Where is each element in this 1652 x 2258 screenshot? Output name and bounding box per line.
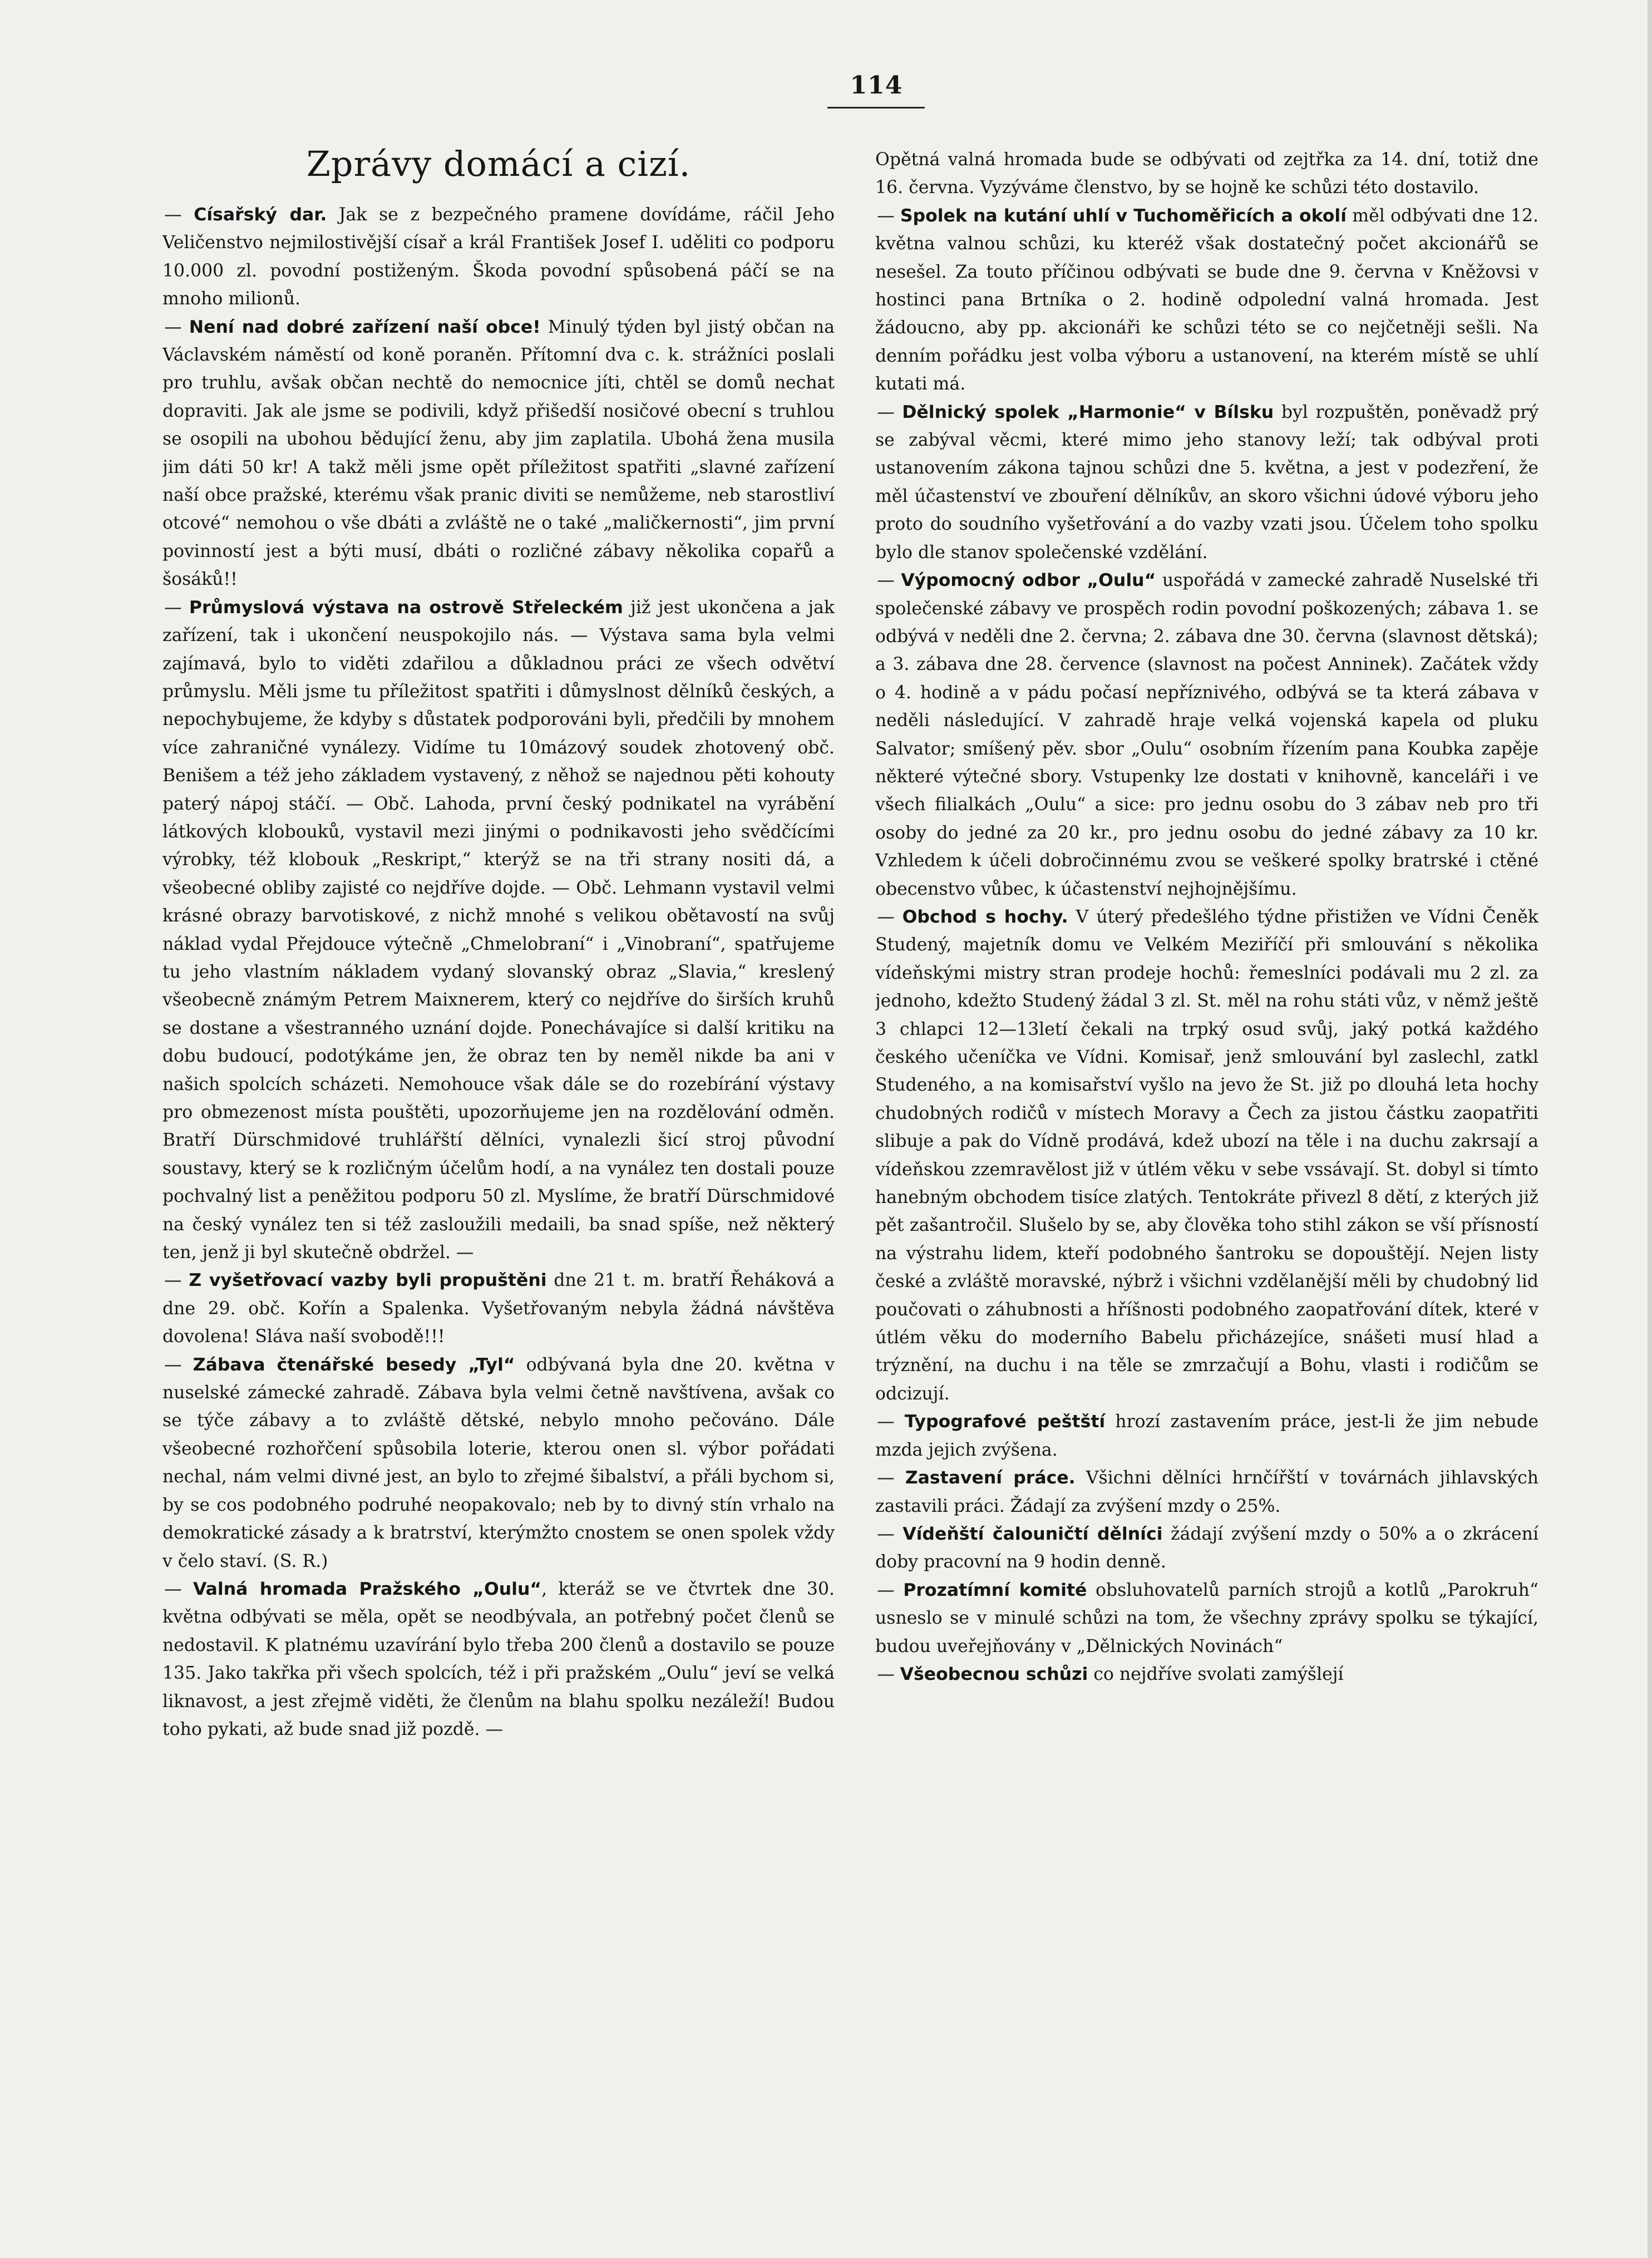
article-dash: — xyxy=(877,402,903,422)
right-column xyxy=(875,146,1538,2104)
article-title: Zábava čtenářské besedy „Tyl“ xyxy=(193,1354,515,1375)
news-article xyxy=(162,1351,835,1575)
article-body: byl rozpuštěn, poněvadž prý se zabýval věcmi, které mimo jeho stanovy leží; tak odbýval proti ustanovením zákona tajnou schůzi dne 5. května, a jest v podezření, že měl účastenství ve zbouření dělníkův, an skoro všichni údové výboru jeho proto do soudního vyšetřování a do vazby vzati jsou. Účelem toho spolku bylo dle stanov společenské vzdělání. xyxy=(875,402,1538,563)
article-dash: — xyxy=(877,1524,903,1544)
news-article xyxy=(875,1408,1538,1464)
news-article xyxy=(162,201,835,313)
article-title: Obchod s hochy. xyxy=(902,906,1068,927)
article-dash: — xyxy=(164,317,189,337)
news-article xyxy=(875,202,1538,398)
news-article xyxy=(875,1660,1538,1688)
article-body: odbývaná byla dne 20. května v nuselské zámecké zahradě. Zábava byla velmi četně navštívena, avšak co se týče zábavy a to zvláště dětské, nebylo mnoho pečováno. Dále všeobecné rozhořčení spůsobila loterie, kterou onen sl. výbor pořádati nechal, nám velmi divné jest, an bylo to zřejmé šibalství, a přáli bychom si, by se cos podobného podruhé neopakovalo; neb by to divný stín vrhalo na demokratické zásady a k bratrství, kterýmžto cnostem se onen spolek vždy v čelo staví. (S. R.) xyxy=(162,1354,835,1571)
article-body: již jest ukončena a jak zařízení, tak i ukončení neuspokojilo nás. — Výstava sama byla velmi zajímavá, bylo to viděti zdařilou a důkladnou práci ze všech odvětví průmyslu. Měli jsme tu příležitost spatřiti i důmyslnost dělníků českých, a nepochybujeme, že kdyby s důstatek podporováni byli, předčili by mnohem více zahraničné vynálezy. Vidíme tu 10mázový soudek zhotovený obč. Benišem a též jeho základem vystavený, z něhož se najednou pěti kohouty paterý nápoj stáčí. — Obč. Lahoda, první český podnikatel na vyrábění látkových klobouků, vystavil mezi jinými o podnikavosti jeho svědčícími výrobky, též klobouk „Reskript,“ kterýž se na tři strany nositi dá, a všeobecné obliby zajisté co nejdříve dojde. — Obč. Lehmann vystavil velmi krásné obrazy barvotiskové, z nichž mnohé s velikou obětavostí na svůj náklad vydal Přejdouce výtečně „Chmelobraní“ i „Vinobraní“, spatřujeme tu jeho vlastním nákladem vydaný slovanský obraz „Slavia,“ kreslený všeobecně známým Petrem Maixnerem, který co nejdříve do širších kruhů se dostane a všestranného uznání dojde. Ponechávajíce si další kritiku na dobu budoucí, podotýkáme jen, že obraz ten by neměl nikde ba ani v našich spolcích scházeti. Nemohouce však dále se do rozebírání výstavy pro obmezenost místa pouštěti, upozorňujeme jen na rozdělování odměn. Bratří Dürschmidové truhlářští dělníci, vynalezli šicí stroj původní soustavy, který se k rozličným účelům hodí, a na vynález ten dostali pouze pochvalný list a peněžitou podporu 50 zl. Myslíme, že bratří Dürschmidové na český vynález ten si též zasloužili medaili, ba snad spíše, než některý ten, jenž ji byl skutečně obdržel. — xyxy=(162,597,835,1263)
article-body: žádají zvýšení mzdy o 50% a o zkrácení doby pracovní na 9 hodin denně. xyxy=(875,1524,1538,1572)
article-title: Všeobecnou schůzi xyxy=(900,1664,1088,1684)
article-title: Císařský dar. xyxy=(194,205,327,225)
article-body: Minulý týden byl jistý občan na Václavském náměstí od koně poraněn. Přítomní dva c. k. strážníci poslali pro truhlu, avšak občan nechtě do nemocnice jíti, chtěl se domů nechat dopraviti. Jak ale jsme se podivili, když přišedší nosičové obecní s truhlou se osopili na ubohou bědující ženu, aby jim zaplatila. Ubohá žena musila jim dáti 50 kr! A takž měli jsme opět příležitost spatřiti „slavné zařízení naší obce pražské, kterému však pranic diviti se nemůžeme, neb starostliví otcové“ nemohou o vše dbáti a zvláště ne o také „maličkernosti“, jim první povinností jest a býti musí, dbáti o rozličné zábavy několika copařů a šosáků!! xyxy=(162,317,835,590)
article-dash: — xyxy=(877,1468,905,1488)
news-article xyxy=(162,594,835,1267)
news-article xyxy=(162,1266,835,1350)
left-column xyxy=(162,134,835,2215)
news-article xyxy=(875,146,1538,202)
news-article xyxy=(875,1576,1538,1660)
article-dash: — xyxy=(877,570,901,591)
news-article xyxy=(875,1520,1538,1576)
article-dash: — xyxy=(877,205,900,226)
article-body: V úterý předešlého týdne přistižen ve Vídni Čeněk Studený, majetník domu ve Velkém Meziříčí při smlouvání s několika vídeňskými mistry stran prodeje hochů: řemeslníci podávali mu 2 zl. za jednoho, kdežto Studený žádal 3 zl. St. měl na rohu státi vůz, v němž ještě 3 chlapci 12—13letí čekali na trpký osud svůj, jaký potká každého českého učeníčka ve Vídni. Komisař, jenž smlouvání byl zaslechl, zatkl Studeného, a na komisařství vyšlo na jevo že St. již po dlouhá leta hochy chudobných rodičů v místech Moravy a Čech za jistou částku zaopatřiti slibuje a pak do Vídně prodává, kdež ubozí na těle i na duchu zakrsají a vídeňskou zzemravělost již v útlém věku v sebe vssávají. St. dobyl si tímto hanebným obchodem tisíce zlatých. Tentokráte přivezl 8 dětí, z kterých již pět zašantročil. Slušelo by se, aby člověka toho stihl zákon se vší přísností na výstrahu lidem, kteří podobného šantroku se dopouštějí. Nejen listy české a zvláště moravské, nýbrž i všichni vzdělanější měli by chudobný lid poučovati o záhubnosti a hříšnosti podobného zaopatřování dítek, které v útlém věku do moderního Babelu přicházejíce, snášeti musí hlad a trýznění, na duchu i na těle se zmrzačují a Bohu, vlasti i rodičům se odcizují. xyxy=(875,906,1538,1404)
article-body: , kteráž se ve čtvrtek dne 30. května odbývati se měla, opět se neodbývala, an potřebný počet členů se nedostavil. K platnému uzavírání bylo třeba 200 členů a dostavilo se pouze 135. Jako takřka při všech spolcích, též i při pražském „Oulu“ jeví se velká liknavost, a jest zřejmě viděti, že členům na blahu spolku nezáleží! Budou toho pykati, až bude snad již pozdě. — xyxy=(162,1579,835,1739)
article-title: Průmyslová výstava na ostrově Střeleckém xyxy=(189,597,623,618)
news-article xyxy=(162,1575,835,1743)
article-dash: — xyxy=(877,1580,904,1600)
article-title: Vídeňští čalouničtí dělníci xyxy=(903,1524,1163,1544)
article-body: Všichni dělníci hrnčířští v továrnách jihlavských zastavili práci. Žádají za zvýšení mzdy o 25%. xyxy=(875,1468,1538,1516)
article-dash: — xyxy=(877,1412,905,1432)
article-body: uspořádá v zamecké zahradě Nuselské tři společenské zábavy ve prospěch rodin povodní poškozených; zábava 1. se odbývá v neděli dne 2. června; 2. zábava dne 30. června (slavnost dětská); a 3. zábava dne 28. července (slavnost na počest Anninek). Začátek vždy o 4. hodině a v pádu počasí nepříznivého, odbývá se ta která zábava v neděli následující. V zahradě hraje velká vojenská kapela od pluku Salvator; smíšený pěv. sbor „Oulu“ osobním řízením pana Koubka zapěje některé výtečné sbory. Vstupenky lze dostati v knihovně, kanceláři i ve všech filialkách „Oulu“ a sice: pro jednu osobu do 3 zábav neb pro tři osoby do jedné za 20 kr., pro jednu osobu do jedné zábavy za 10 kr. Vzhledem k účeli dobročinnému zvou se veškeré spolky bratrské i ctěné obecenstvo vůbec, k účastenství nejhojnějšímu. xyxy=(875,570,1538,899)
article-title: Není nad dobré zařízení naší obce! xyxy=(189,317,541,337)
article-dash: — xyxy=(164,1579,193,1599)
article-title: Typografové peštští xyxy=(904,1412,1106,1432)
header-rule xyxy=(827,107,925,109)
article-title: Prozatímní komité xyxy=(903,1580,1087,1600)
article-dash: — xyxy=(877,906,903,927)
article-body: obsluhovatelů parních strojů a kotlů „Parokruh“ usneslo se v minulé schůzi na tom, že všechny zprávy spolku se týkající, budou uveřejňovány v „Dělnických Novinách“ xyxy=(875,1580,1538,1656)
article-body: dne 21 t. m. bratří Řeháková a dne 29. obč. Kořín a Spalenka. Vyšetřovaným nebyla žádná návštěva dovolena! Sláva naší svobodě!!! xyxy=(162,1270,835,1347)
article-title: Dělnický spolek „Harmonie“ v Bílsku xyxy=(902,402,1274,422)
article-dash: — xyxy=(877,1664,900,1684)
news-article xyxy=(875,1464,1538,1520)
news-article xyxy=(162,313,835,594)
article-body: hrozí zastavením práce, jest-li že jim nebude mzda jejich zvýšena. xyxy=(875,1412,1538,1460)
article-title: Spolek na kutání uhlí v Tuchoměřicích a okolí xyxy=(900,205,1347,226)
section-heading: Zprávy domácí a cizí. xyxy=(306,144,691,184)
page-edge xyxy=(1648,0,1652,2258)
article-dash: — xyxy=(164,597,189,618)
article-dash: — xyxy=(164,1270,189,1291)
news-article xyxy=(875,398,1538,566)
news-article xyxy=(875,903,1538,1408)
article-title: Výpomocný odbor „Oulu“ xyxy=(901,570,1156,591)
news-article xyxy=(875,566,1538,903)
article-dash: — xyxy=(164,1354,193,1375)
article-body: co nejdříve svolati zamýšlejí xyxy=(1088,1664,1344,1684)
page-number: 114 xyxy=(850,71,903,100)
right-article-list xyxy=(875,146,1538,1688)
article-title: Zastavení práce. xyxy=(905,1468,1076,1488)
article-body: Opětná valná hromada bude se odbývati od zejtřka za 14. dní, totiž dne 16. června. Vyzýváme členstvo, by se hojně ke schůzi této dostavilo. xyxy=(875,150,1538,198)
left-article-list xyxy=(162,201,835,1743)
article-body: Jak se z bezpečného pramene dovídáme, ráčil Jeho Veličenstvo nejmilostivější císař a král František Josef I. uděliti co podporu 10.000 zl. povodní postiženým. Škoda povodní spůsobená páčí se na mnoho milionů. xyxy=(162,205,835,309)
article-title: Z vyšetřovací vazby byli propuštěni xyxy=(189,1270,547,1291)
article-body: měl odbývati dne 12. května valnou schůzi, ku kteréž však dostatečný počet akcionářů se nesešel. Za touto příčinou odbývati se bude dne 9. června v Kněžovsi v hostinci pana Brtníka o 2. hodině odpolední valná hromada. Jest žádoucno, aby pp. akcionáři ke schůzi této se co nejčetněji sešli. Na denním pořádku jest volba výboru a ustanovení, na kterém místě se uhlí kutati má. xyxy=(875,205,1538,395)
article-dash: — xyxy=(164,205,194,225)
article-title: Valná hromada Pražského „Oulu“ xyxy=(193,1579,542,1599)
